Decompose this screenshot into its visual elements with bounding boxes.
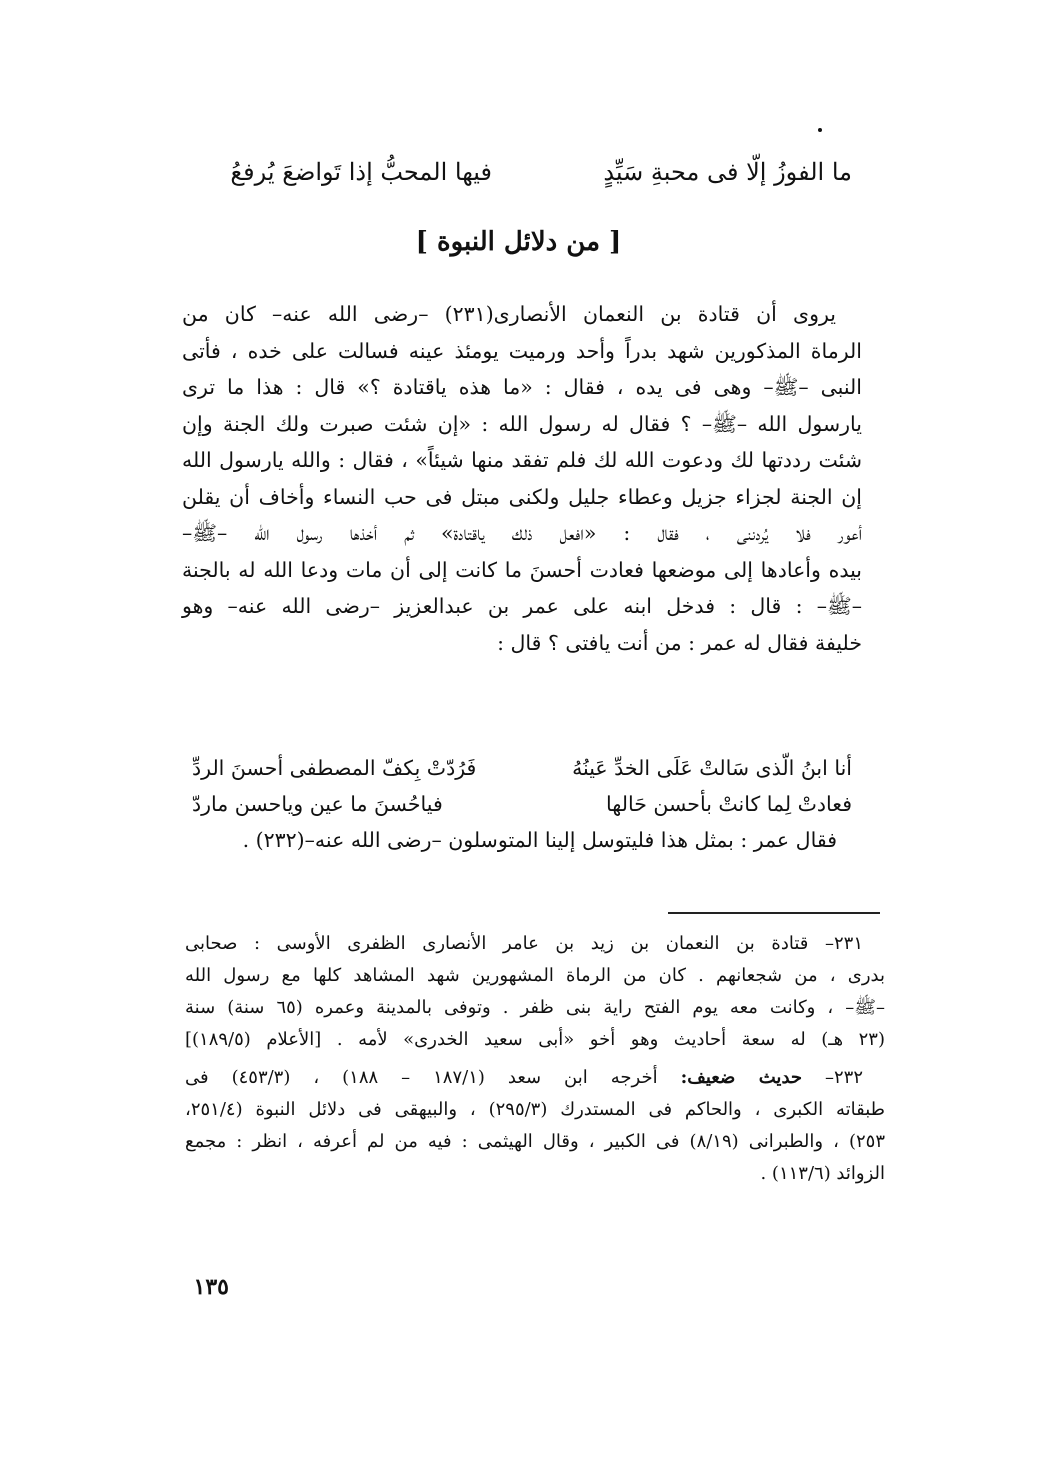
footnote-line: طبقاته الكبرى ، والحاكم فى المستدرك (٢٩٥/٣) ، والبيهقى فى دلائل النبوة (٢٥١/٤، — [185, 1099, 885, 1120]
footnote-text: قتادة بن النعمان بن زيد بن عامر الأنصارى الظفرى الأوسى : صحابى — [185, 933, 809, 954]
footnote-line: بدرى ، من شجعانهم . كان من الرماة المشهورين شهد المشاهد كلها مع رسول الله — [185, 965, 885, 986]
poem-hemistich-2: فياحُسنَ ما عين وياحسن ماردّ — [192, 792, 443, 816]
body-line: –ﷺ– : قال : فدخل ابنه على عمر بن عبدالعزيز –رضى الله عنه– وهو — [182, 594, 862, 618]
body-line: يارسول الله –ﷺ– ؟ فقال له رسول الله : «إن شئت صبرت ولك الجنة وإن — [182, 411, 862, 436]
poem-hemistich-1: أنا ابنُ الّذى سَالتْ عَلَى الخدِّ عَينُهُ — [572, 756, 852, 780]
footnote-number: ٢٣٢– — [825, 1067, 864, 1088]
section-heading: [ من دلائل النبوة ] — [415, 227, 622, 257]
body-line: إن الجنة لجزاء جزيل وعطاء جليل ولكنى مبتل فى حب النساء وأخاف أن يقلن — [182, 484, 862, 509]
footnote-line — [185, 1062, 885, 1094]
page-number: ١٣٥ — [193, 1274, 229, 1300]
footnote-number: ٢٣١– — [824, 933, 863, 954]
body-line: بيده وأعادها إلى موضعها فعادت أحسنَ ما كانت إلى أن مات ودعا الله له بالجنة — [182, 557, 862, 582]
footnote-divider — [668, 912, 880, 914]
footnote-line: الزوائد (١١٣/٦) . — [760, 1163, 885, 1184]
poem-hemistich-1: فعادتْ لِما كانتْ بأحسن حَالها — [606, 792, 852, 816]
ink-dot — [818, 128, 822, 132]
poem-hemistich-2: فَرُدّتْ بِكفّ المصطفى أحسنَ الردِّ — [192, 756, 477, 780]
footnote-232 — [185, 1062, 885, 1190]
body-line: شئت رددتها لك ودعوت الله لك فلم تفقد منها شيئاً» ، فقال : والله يارسول الله — [182, 448, 862, 472]
footnote-line: ٢٥٣) ، والطبرانى (٨/١٩) فى الكبير ، وقال الهيثمى : فيه من لم أعرفه ، انظر : مجمع — [185, 1131, 885, 1152]
poem-verse-1 — [192, 750, 852, 786]
footnote-line: (٢٣ هـ) له سعة أحاديث وهو أخو «أبى سعيد الخدرى» لأمه . [الأعلام (١٨٩/٥)] — [185, 1029, 885, 1050]
footnote-grade: حديث ضعيف: — [680, 1067, 803, 1088]
body-line: خليفة فقال له عمر : من أنت يافتى ؟ قال : — [497, 630, 862, 655]
poem-verse-2 — [192, 786, 852, 822]
footnotes — [185, 928, 885, 1196]
footnote-text: أخرجه ابن سعد (١٨٧/١ – ١٨٨) ، (٤٥٣/٣) فى — [185, 1067, 658, 1088]
footnote-231 — [185, 928, 885, 1056]
body-line: أعور فلا يُردننى ، فقال : «افعل ذلك ياقتادة» ثم أخذها رسول الله –ﷺ– — [182, 521, 862, 545]
body-line: الرماة المذكورين شهد بدراً وأحد ورميت يومئذ عينه فسالت على خده ، فأتى — [182, 338, 862, 363]
footnote-line: –ﷺ– ، وكانت معه يوم الفتح راية بنى ظفر . وتوفى بالمدينة وعمره (٦٥ سنة) سنة — [185, 997, 886, 1018]
body-line: يروى أن قتادة بن النعمان الأنصارى(٢٣١) –رضى الله عنه– كان من — [182, 302, 837, 326]
verse-hemistich-1: ما الفوزُ إلّا فى محبةِ سَيِّدٍ — [603, 158, 852, 186]
footnote-line — [185, 928, 885, 960]
closing-line: فقال عمر : بمثل هذا فليتوسل إلينا المتوسلون –رضى الله عنه–(٢٣٢) . — [242, 828, 837, 852]
body-line: النبى –ﷺ– وهى فى يده ، فقال : «ما هذه ياقتادة ؟» قال : هذا ما ترى — [182, 375, 862, 399]
verse-hemistich-2: فيها المحبُّ إذا تَواضعَ يُرفعُ — [230, 158, 492, 186]
body-paragraph — [182, 296, 862, 661]
opening-verse — [192, 152, 852, 192]
